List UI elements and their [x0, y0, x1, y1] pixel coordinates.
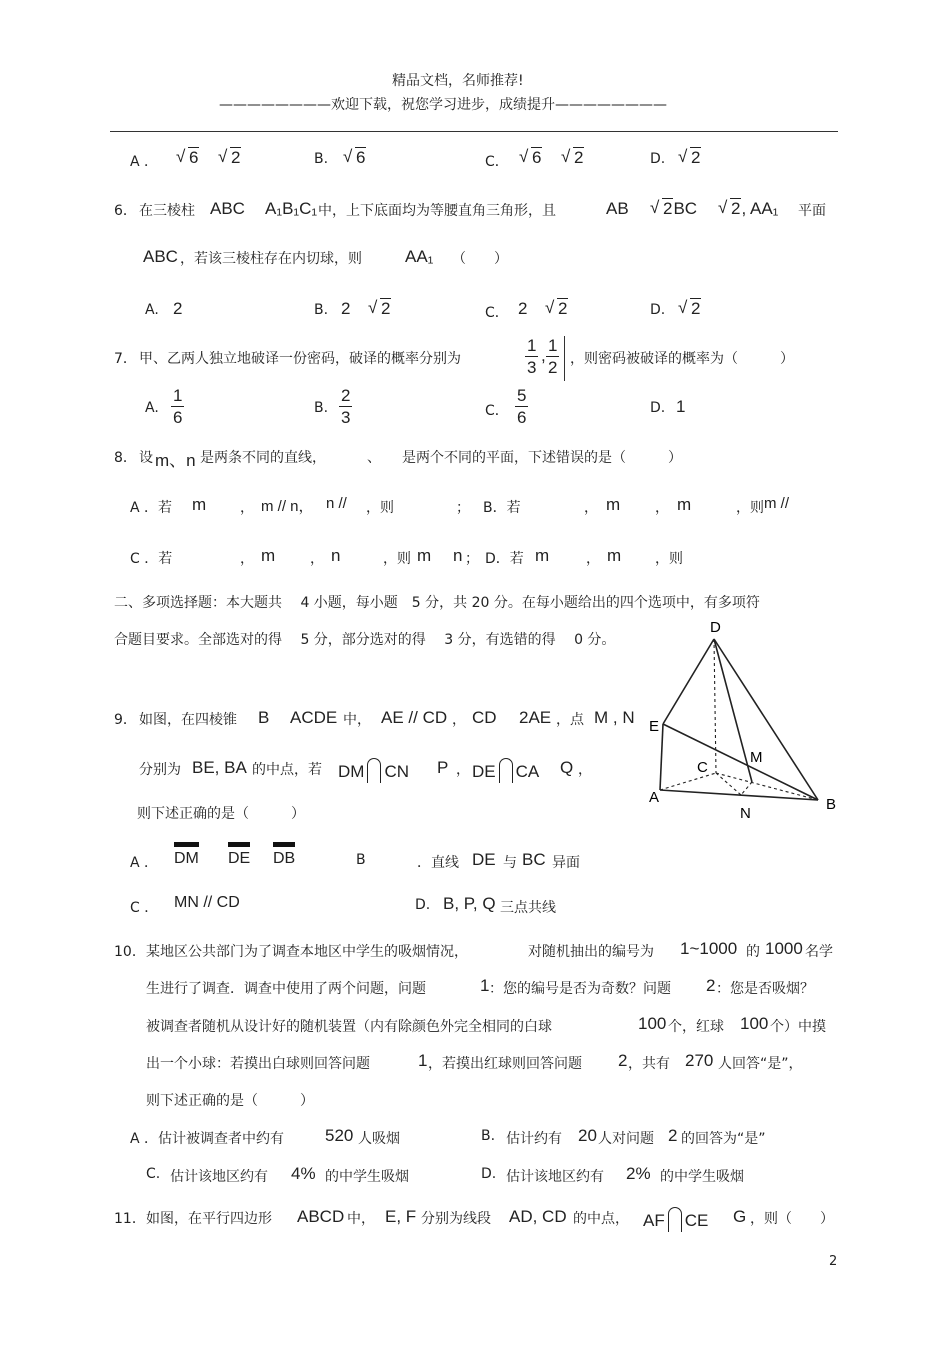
q10-math-range: 1~1000 — [680, 939, 738, 958]
q8-text-1: 设 — [139, 450, 153, 466]
q9-option-a-label: A ． — [130, 855, 159, 871]
q9-text-8: ， — [578, 762, 592, 778]
q9-math-cd: CD — [472, 708, 497, 727]
q9-option-c-mn-parallel-cd: MN // CD — [174, 894, 240, 911]
q9-option-b-label: B — [356, 852, 366, 868]
q11-text-5: ，则（ ） — [750, 1211, 834, 1227]
edge-de — [663, 639, 714, 724]
q5-option-a-root1: √ 6 — [176, 148, 199, 168]
q8-option-a-m: m — [192, 495, 207, 514]
q10-line3-a: 被调查者随机从设计好的随机装置（内有除颜色外完全相同的白球 — [146, 1019, 552, 1035]
q7-option-c-fraction: $\frac{5}{6}$ — [517, 386, 527, 427]
q7-text-2: ，则密码被破译的概率为（ ） — [570, 351, 794, 367]
label-b: B — [826, 796, 837, 813]
q6-option-b-label: B. — [314, 302, 329, 318]
q7-comma: , — [541, 346, 546, 365]
q10-line4-a: 出一个小球：若摸出白球则回答问题 — [146, 1056, 370, 1072]
q6-math-abc: ABC — [210, 199, 245, 218]
q7-option-b-label: B. — [314, 400, 329, 416]
q8-option-c-t2: ， — [310, 551, 324, 567]
q10-line4-m1: 1 — [418, 1051, 428, 1070]
q6-option-b-root: √ 2 — [368, 299, 391, 319]
q8-option-c-t4: ； — [465, 551, 479, 567]
q9-option-c-label: C ． — [130, 900, 159, 916]
q7-option-d-value: 1 — [676, 397, 686, 416]
q6-paren: （ ） — [452, 251, 508, 267]
q8-option-c-n2: n — [453, 546, 463, 565]
q11-math-af-cap-ce: AF CE — [643, 1207, 708, 1232]
q9-math-be-ba: BE, BA — [192, 758, 247, 777]
label-d: D — [710, 619, 721, 636]
edge-mn — [741, 782, 752, 795]
q11-math-g: G — [733, 1207, 747, 1226]
header-title: 精品文档，名师推荐! — [392, 73, 524, 89]
edge-eb — [663, 724, 818, 800]
q10-text-1: 某地区公共部门为了调查本地区中学生的吸烟情况， — [146, 944, 468, 960]
q7-fraction-2: $\frac{1}{2}$ — [548, 336, 558, 377]
q7-option-c-label: C． — [485, 403, 509, 419]
q8-option-b-m2: m — [677, 495, 692, 514]
q8-option-d-label: D．若 — [485, 551, 524, 567]
q9-math-mn: M , N — [594, 708, 635, 727]
q9-option-b-bc: BC — [522, 850, 546, 869]
q11-number: 11． — [114, 1211, 146, 1227]
q9-option-b-t3: 异面 — [552, 855, 580, 871]
q9-option-b-t1: ．直线 — [417, 855, 459, 871]
q6-text-4: ，若该三棱柱存在内切球，则 — [180, 251, 362, 267]
q7-option-a-label: A. — [145, 400, 159, 416]
q9-math-acde: ACDE — [290, 708, 338, 727]
q5-option-b-root: √ 6 — [343, 148, 366, 168]
q7-divider — [564, 336, 565, 381]
q10-option-d-t1: 估计该地区约有 — [506, 1169, 604, 1185]
q10-option-c-t1: 估计该地区约有 — [170, 1169, 268, 1185]
edge-db — [714, 639, 818, 800]
label-e: E — [649, 718, 660, 735]
q5-option-a-label: A ． — [130, 154, 159, 170]
q9-math-q: Q — [560, 758, 574, 777]
q6-option-d-label: D. — [650, 302, 666, 318]
q10-line2-a: 生进行了调查．调查中使用了两个问题，问题 — [146, 981, 426, 997]
q9-option-a-vector-de: DE — [228, 850, 251, 867]
edge-dc — [714, 639, 716, 773]
q11-math-abcd: ABCD — [297, 1207, 345, 1226]
q10-option-c-label: C. — [146, 1166, 161, 1182]
q7-text-1: 甲、乙两人独立地破译一份密码，破译的概率分别为 — [139, 351, 461, 367]
q10-line3-m1: 100 — [638, 1014, 667, 1033]
q9-text-1: 如图，在四棱锥 — [139, 712, 237, 728]
q5-option-c-label: C． — [485, 154, 509, 170]
q9-math-2ae: 2AE — [519, 708, 552, 727]
q8-option-a-t2: ，则 — [366, 500, 394, 516]
q10-line4-m2: 2 — [618, 1051, 628, 1070]
edge-dm — [714, 639, 752, 782]
q8-option-c-m: m — [261, 546, 276, 565]
q9-option-d-bpq: B, P, Q — [443, 894, 496, 913]
q10-option-d-t2: 的中学生吸烟 — [660, 1169, 744, 1185]
edge-ea — [660, 724, 663, 790]
q10-option-a-label: A ．估计被调查者中约有 — [130, 1131, 285, 1147]
q9-text-2: 中， — [343, 712, 371, 728]
q6-option-a-label: A. — [145, 302, 159, 318]
q8-option-b-m: m — [606, 495, 621, 514]
section-2-rules: 合题目要求。全部选对的得 5 分，部分选对的得 3 分，有选错的得 0 分。 — [114, 632, 616, 648]
q5-option-b-label: B. — [314, 151, 329, 167]
q10-option-b-20: 20 — [578, 1126, 597, 1145]
q8-option-c-t3: ，则 — [383, 551, 411, 567]
label-a: A — [649, 789, 660, 806]
q8-option-b-m-parallel: m // — [764, 495, 789, 512]
q8-option-d-m2: m — [607, 546, 622, 565]
q9-number: 9． — [114, 712, 137, 728]
q11-math-ad-cd: AD, CD — [509, 1207, 567, 1226]
q8-option-b-t3: ，则 — [736, 500, 764, 516]
q10-option-b-t2: 人对问题 — [598, 1131, 654, 1147]
q10-option-b-label: B. — [481, 1128, 496, 1144]
intersection-symbol — [367, 758, 381, 783]
q10-line3-m2: 100 — [740, 1014, 769, 1033]
q5-option-c-root2: √ 2 — [561, 148, 584, 168]
q9-option-b-de: DE — [472, 850, 496, 869]
q9-text-6: 的中点，若 — [252, 762, 322, 778]
q9-option-a-vector-db: DB — [273, 850, 296, 867]
q6-option-d-root: √ 2 — [678, 299, 701, 319]
q8-option-c-n: n — [331, 546, 341, 565]
header-subtitle: ————————欢迎下载，祝您学习进步，成绩提升———————— — [219, 97, 667, 113]
q10-option-b-t3: 的回答为“是” — [681, 1131, 766, 1147]
q10-option-d-label: D. — [481, 1166, 497, 1182]
q10-option-d-2pct: 2% — [626, 1164, 651, 1183]
q8-option-a-m-parallel-n: m // n， — [261, 498, 314, 515]
q9-math-p: P — [437, 758, 449, 777]
q10-text-3: 的 — [746, 944, 760, 960]
q6-math-a1b1c1: A₁B₁C₁ — [265, 199, 318, 218]
q8-option-b-label: B．若 — [483, 500, 521, 516]
q9-text-3: ， — [452, 712, 466, 728]
q5-option-a-root2: √ 2 — [218, 148, 241, 168]
q6-option-c-value: 2 — [518, 299, 528, 318]
q9-math-dm-cap-cn: DM CN — [338, 758, 409, 783]
q9-option-b-t2: 与 — [503, 855, 517, 871]
q9-text-7: ， — [456, 762, 470, 778]
label-c: C — [697, 759, 708, 776]
q8-option-d-t2: ，则 — [655, 551, 683, 567]
q10-math-1000: 1000 — [765, 939, 803, 958]
q10-option-c-4pct: 4% — [291, 1164, 316, 1183]
q8-text-3: 、 — [367, 450, 381, 466]
q8-option-c-t1: ， — [240, 551, 254, 567]
q6-option-a-value: 2 — [173, 299, 183, 318]
q10-option-b-2: 2 — [668, 1126, 678, 1145]
q8-option-a-t3: ； — [456, 500, 470, 516]
page-number: 2 — [829, 1254, 838, 1269]
q9-option-a-vector-dm: DM — [174, 850, 199, 867]
q10-line5: 则下述正确的是（ ） — [146, 1093, 314, 1109]
q10-line3-b: 个，红球 — [668, 1019, 724, 1035]
q10-text-4: 名学 — [805, 944, 833, 960]
intersection-symbol — [668, 1207, 682, 1232]
q8-option-b-t1: ， — [584, 500, 598, 516]
q10-line2-c: ：您是否吸烟？ — [716, 981, 814, 997]
pyramid-figure — [640, 612, 850, 827]
q10-option-b-t1: 估计约有 — [506, 1131, 562, 1147]
q8-option-d-m: m — [535, 546, 550, 565]
q6-option-c-root: √ 2 — [545, 299, 568, 319]
q8-number: 8． — [114, 450, 137, 466]
q7-option-a-fraction: $\frac{1}{6}$ — [173, 386, 183, 427]
q6-text-2: 中，上下底面均为等腰直角三角形，且 — [318, 203, 556, 219]
label-n: N — [740, 805, 751, 822]
q6-number: 6． — [114, 203, 137, 219]
q9-math-ae-parallel-cd: AE // CD — [381, 708, 448, 727]
q8-option-c-m2: m — [417, 546, 432, 565]
q10-line4-c: ，共有 — [628, 1056, 670, 1072]
q6-math-abc-2: ABC — [143, 247, 178, 266]
q5-option-d-label: D. — [650, 151, 666, 167]
q10-text-2: 对随机抽出的编号为 — [528, 944, 654, 960]
label-m: M — [750, 749, 763, 766]
q8-option-a-label: A ．若 — [130, 500, 173, 516]
header-rule — [110, 131, 838, 132]
q7-number: 7． — [114, 351, 137, 367]
q11-text-1: 如图，在平行四边形 — [146, 1211, 272, 1227]
q5-option-c-root1: √ 6 — [519, 148, 542, 168]
q11-text-4: 的中点， — [573, 1211, 629, 1227]
q6-option-b-value: 2 — [341, 299, 351, 318]
q9-text-9: 则下述正确的是（ ） — [137, 806, 305, 822]
q9-math-de-cap-ca: DE CA — [472, 758, 539, 783]
q8-text-4: 是两个不同的平面，下述错误的是（ ） — [402, 450, 682, 466]
q9-option-d-text: 三点共线 — [500, 900, 556, 916]
q7-option-b-fraction: $\frac{2}{3}$ — [341, 386, 351, 427]
q8-math-mn: m、n — [155, 451, 196, 470]
q10-option-a-text: 人吸烟 — [358, 1131, 400, 1147]
q11-math-ef: E, F — [385, 1207, 417, 1226]
q8-text-2: 是两条不同的直线， — [200, 450, 326, 466]
q6-text-3: 平面 — [798, 203, 826, 219]
q10-option-a-520: 520 — [325, 1126, 354, 1145]
q6-math-root2bc: √ 2BC — [650, 199, 697, 219]
q10-option-c-t2: 的中学生吸烟 — [325, 1169, 409, 1185]
q8-option-d-t1: ， — [586, 551, 600, 567]
q9-option-d-label: D. — [415, 897, 431, 913]
q10-line2-m1: 1 — [480, 976, 490, 995]
q9-math-b: B — [258, 708, 270, 727]
q8-option-c-label: C ．若 — [130, 551, 173, 567]
q10-number: 10． — [114, 944, 146, 960]
q9-text-4: ，点 — [556, 712, 584, 728]
q8-option-b-t2: ， — [655, 500, 669, 516]
q6-math-aa1: AA₁ — [405, 247, 434, 266]
q8-option-a-t1: ， — [240, 500, 254, 516]
q6-math-root2-aa1: √ 2, AA₁ — [718, 199, 778, 219]
q10-line2-m2: 2 — [706, 976, 716, 995]
q5-option-d-root: √ 2 — [678, 148, 701, 168]
q11-text-3: 分别为线段 — [421, 1211, 491, 1227]
q10-line4-b: ，若摸出红球则回答问题 — [428, 1056, 582, 1072]
q10-line3-c: 个）中摸 — [770, 1019, 826, 1035]
q10-line2-b: ：您的编号是否为奇数？问题 — [489, 981, 671, 997]
q6-math-ab: AB — [606, 199, 629, 218]
q9-text-5: 分别为 — [139, 762, 181, 778]
section-2-heading: 二、多项选择题：本大题共 4 小题，每小题 5 分，共 20 分。在每小题给出的四个选项中，有多项符 — [114, 595, 760, 611]
q6-option-c-label: C． — [485, 305, 509, 321]
q6-text-1: 在三棱柱 — [139, 203, 195, 219]
q7-fraction-1: $\frac{1}{3}$ — [527, 336, 537, 377]
q7-option-d-label: D. — [650, 400, 666, 416]
intersection-symbol — [499, 758, 513, 783]
q8-option-a-n-parallel: n // — [326, 495, 347, 512]
q10-line4-d: 人回答“是”， — [718, 1056, 803, 1072]
q11-text-2: 中， — [347, 1211, 375, 1227]
edge-ab — [660, 790, 818, 800]
q10-line4-m3: 270 — [685, 1051, 714, 1070]
